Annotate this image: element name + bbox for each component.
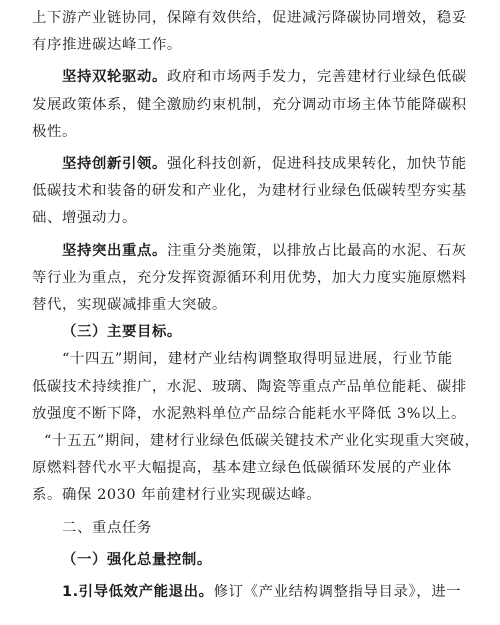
text-line: 发展政策体系，健全激励约束机制，充分调动市场主体节能降碳积 — [32, 96, 467, 113]
paragraph-dual-drive — [32, 64, 472, 146]
paragraph-heading: 坚持双轮驱动。 — [62, 69, 167, 86]
paragraph-heading: 1.引导低效产能退出。 — [62, 584, 214, 601]
text-line — [32, 151, 472, 178]
text-line: 低碳技术和装备的研发和产业化，为建材行业绿色低碳转型夯实基 — [32, 183, 467, 200]
paragraph-text: 修订《产业结构调整指导目录》，进一 — [213, 584, 462, 601]
text-line — [32, 64, 472, 91]
text-line: 低碳技术持续推广，水泥、玻璃、陶瓷等重点产品单位能耗、碳排 — [32, 378, 467, 395]
paragraph-text: 强化科技创新，促进科技成果转化，加快节能 — [166, 156, 467, 173]
text-line: 上下游产业链协同，保障有效供给，促进减污降碳协同增效，稳妥 — [32, 10, 467, 26]
text-line: 原燃料替代水平大幅提高，基本建立绿色低碳循环发展的产业体 — [32, 460, 452, 477]
text-line — [32, 579, 472, 606]
paragraph-heading: 坚持创新引领。 — [62, 156, 167, 173]
paragraph-heading: 坚持突出重点。 — [62, 242, 167, 259]
paragraph-key-focus — [32, 238, 472, 320]
text-line — [32, 238, 472, 265]
paragraph-innovation — [32, 151, 472, 233]
text-line: 础、增强动力。 — [32, 210, 137, 227]
text-line: “十四五”期间，建材产业结构调整取得明显进展，行业节能 — [62, 351, 453, 368]
text-line: 替代，实现碳减排重大突破。 — [32, 297, 227, 314]
paragraph-text: 注重分类施策，以排放占比最高的水泥、石灰 — [166, 242, 467, 259]
subsection-heading-total-control: （一）强化总量控制。 — [62, 551, 212, 568]
text-line: 极性。 — [32, 123, 77, 140]
paragraph-14th-plan — [32, 346, 472, 428]
section-heading-main-goals: （三）主要目标。 — [62, 324, 182, 341]
paragraph-capacity-exit — [32, 579, 472, 606]
paragraph-15th-plan — [32, 428, 480, 510]
paragraph-intro-tail — [32, 5, 472, 59]
paragraph-text: 政府和市场两手发力，完善建材行业绿色低碳 — [166, 69, 467, 86]
text-line: 等行业为重点，充分发挥资源循环利用优势，加大力度实施原燃料 — [32, 269, 467, 286]
text-line: 有序推进碳达峰工作。 — [32, 37, 182, 54]
text-line: 系。确保 2030 年前建材行业实现碳达峰。 — [32, 487, 322, 504]
section-heading-key-tasks: 二、重点任务 — [62, 519, 152, 536]
text-line: 放强度不断下降，水泥熟料单位产品综合能耗水平降低 3%以上。 — [32, 405, 466, 422]
text-line: “十五五”期间，建材行业绿色低碳关键技术产业化实现重大突破， — [44, 433, 480, 450]
